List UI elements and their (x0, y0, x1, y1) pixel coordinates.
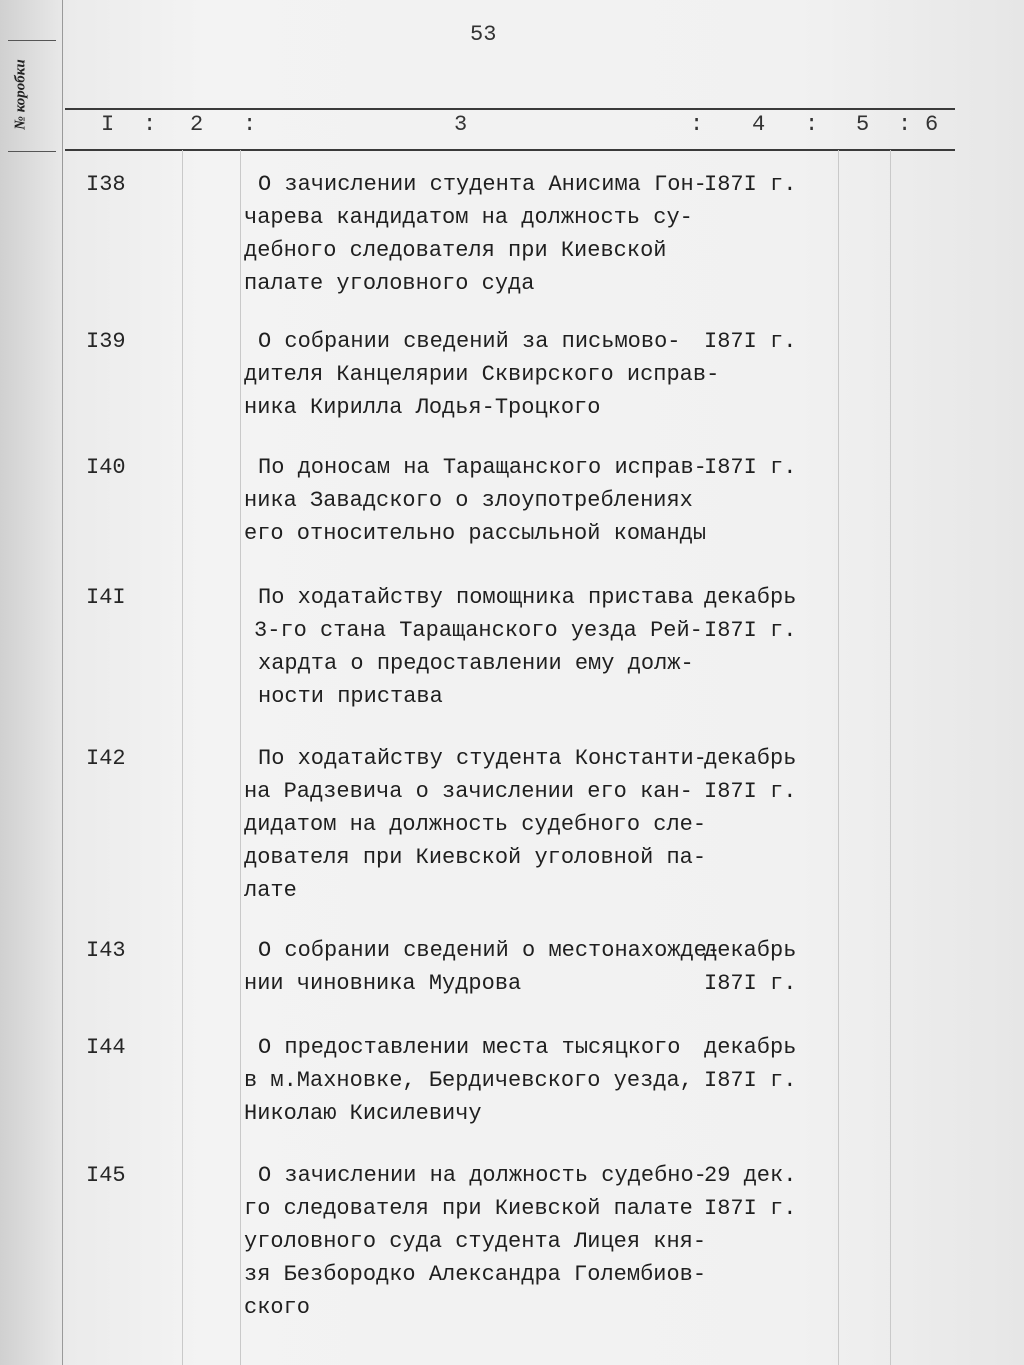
entry-number: I4I (86, 585, 126, 610)
column-header-2: 2 (190, 112, 204, 137)
entry-title-line: По ходатайству студента Константи- (258, 746, 707, 771)
column-header-3: 3 (454, 112, 468, 137)
entry-title-line: хардта о предоставлении ему долж- (258, 651, 694, 676)
entry-title-line: чарева кандидатом на должность су- (244, 205, 693, 230)
entry-date: декабрь (704, 746, 797, 771)
box-number-text: № коробки (12, 59, 29, 130)
entry-date: I87I г. (704, 172, 797, 197)
entry-title-line: го следователя при Киевской палате (244, 1196, 693, 1221)
entry-title-line: По ходатайству помощника пристава (258, 585, 694, 610)
entry-date: I87I г. (704, 1068, 797, 1093)
entry-number: I42 (86, 746, 126, 771)
entry-title-line: на Радзевича о зачислении его кан- (244, 779, 693, 804)
entry-title-line: Николаю Кисилевичу (244, 1101, 482, 1126)
column-divider (240, 150, 241, 1365)
header-separator: : (690, 112, 704, 137)
column-divider (838, 150, 839, 1365)
binding-strip (0, 0, 63, 1365)
entry-number: I38 (86, 172, 126, 197)
entry-title-line: лате (244, 878, 297, 903)
entry-title-line: О зачислении на должность судебно- (258, 1163, 707, 1188)
column-divider (890, 150, 891, 1365)
column-header-1: I (101, 112, 115, 137)
entry-title-line: ского (244, 1295, 311, 1320)
header-separator: : (805, 112, 819, 137)
entry-date: декабрь (704, 585, 797, 610)
entry-date: I87I г. (704, 329, 797, 354)
entry-title-line: ника Завадского о злоупотреблениях (244, 488, 693, 513)
header-separator: : (243, 112, 257, 137)
entry-number: I40 (86, 455, 126, 480)
page-number: 53 (470, 22, 497, 47)
entry-number: I39 (86, 329, 126, 354)
entry-title-line: ности пристава (258, 684, 443, 709)
entry-title-line: нии чиновника Мудрова (244, 971, 522, 996)
entry-date: I87I г. (704, 455, 797, 480)
entry-title-line: зя Безбородко Александра Голембиов- (244, 1262, 707, 1287)
entry-title-line: дователя при Киевской уголовной па- (244, 845, 707, 870)
entry-title-line: в м.Махновке, Бердичевского уезда, (244, 1068, 693, 1093)
entry-title-line: ника Кирилла Лодья-Троцкого (244, 395, 601, 420)
entry-date: I87I г. (704, 618, 797, 643)
entry-title-line: дидатом на должность судебного сле- (244, 812, 707, 837)
column-header-6: 6 (925, 112, 939, 137)
column-divider (182, 150, 183, 1365)
entry-number: I44 (86, 1035, 126, 1060)
entry-date: I87I г. (704, 1196, 797, 1221)
entry-title-line: дебного следователя при Киевской (244, 238, 667, 263)
entry-title-line: его относительно рассыльной команды (244, 521, 707, 546)
entry-date: I87I г. (704, 779, 797, 804)
entry-title-line: О предоставлении места тысяцкого (258, 1035, 681, 1060)
column-header-4: 4 (752, 112, 766, 137)
entry-title-line: О собрании сведений за письмово- (258, 329, 681, 354)
entry-title-line: уголовного суда студента Лицея кня- (244, 1229, 707, 1254)
header-rule-bottom (65, 149, 955, 151)
header-separator: : (143, 112, 157, 137)
entry-date: декабрь (704, 1035, 797, 1060)
entry-title-line: О собрании сведений о местонахожде- (258, 938, 721, 963)
entry-date: I87I г. (704, 971, 797, 996)
entry-title-line: дителя Канцелярии Сквирского исправ- (244, 362, 720, 387)
entry-title-line: 3-го стана Таращанского уезда Рей- (254, 618, 703, 643)
entry-number: I43 (86, 938, 126, 963)
column-header-5: 5 (856, 112, 870, 137)
entry-title-line: О зачислении студента Анисима Гон- (258, 172, 707, 197)
entry-title-line: палате уголовного суда (244, 271, 535, 296)
entry-date: 29 дек. (704, 1163, 797, 1188)
header-rule-top (65, 108, 955, 110)
entry-number: I45 (86, 1163, 126, 1188)
header-separator: : (898, 112, 912, 137)
entry-date: декабрь (704, 938, 797, 963)
entry-title-line: По доносам на Таращанского исправ- (258, 455, 707, 480)
box-number-label (8, 40, 56, 152)
